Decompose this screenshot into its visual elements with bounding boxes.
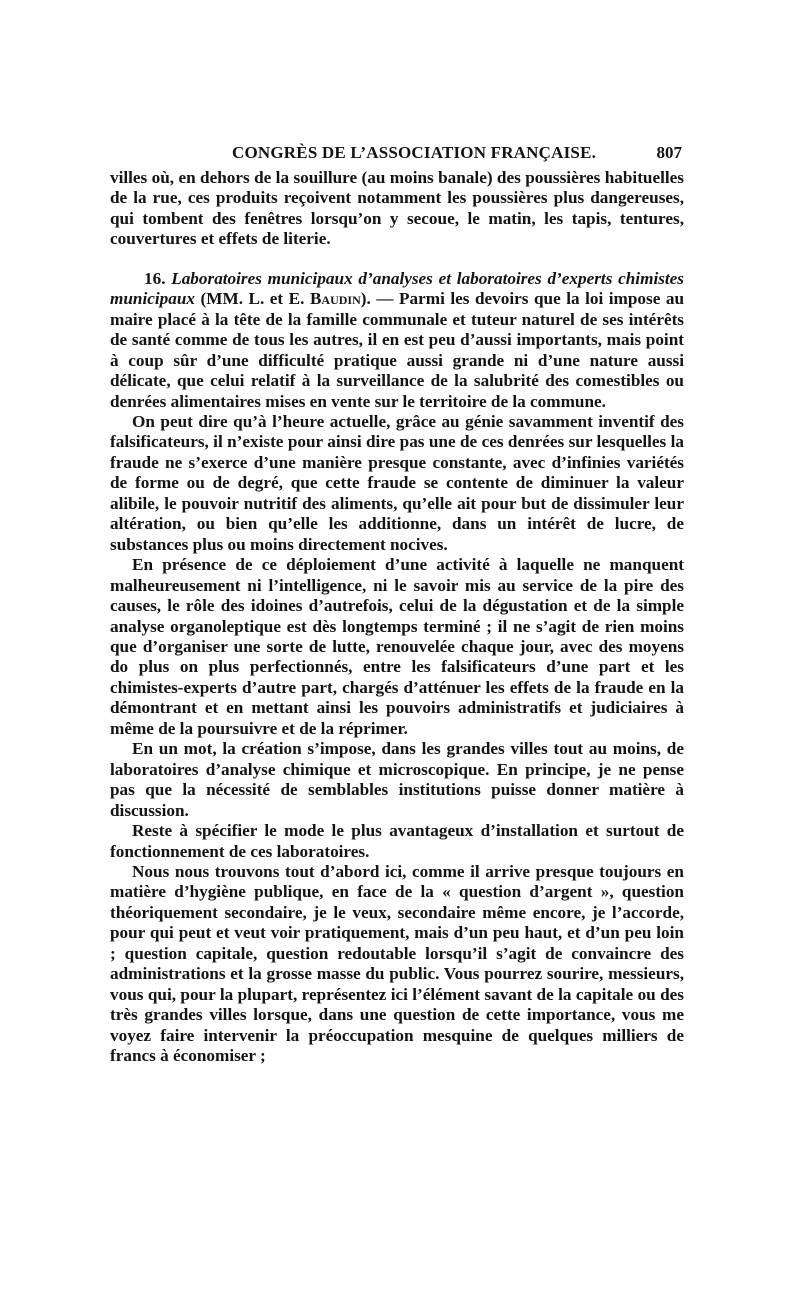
paragraph-continuation: villes où, en dehors de la souillure (au moins banale) des poussières habituelles de la rue, ces produits reçoivent notamment les poussières plus dangereuses, qui tombent des fenêtres lorsqu’on y secoue, le matin, les tapis, tentures, couvertures et effets de literie.: [110, 168, 684, 249]
paragraph: On peut dire qu’à l’heure actuelle, grâce au génie savamment inventif des falsificateurs, il n’existe pour ainsi dire pas une de ces denrées sur lesquelles la fraude ne s’exerce d’une manière presque constante, avec d’infinies variétés de forme ou de degré, que cette fraude se contente de diminuer la valeur alibile, le pouvoir nutritif des aliments, qu’elle ait pour but de dissimuler leur altération, ou bien qu’elle les additionne, dans un intérêt de lucre, de substances plus ou moins directement nocives.: [110, 411, 684, 554]
paragraph: En un mot, la création s’impose, dans les grandes villes tout au moins, de laboratoires d’analyse chimique et microscopique. En principe, je ne pense pas que la nécessité de semblables institutions puisse donner matière à discussion.: [110, 739, 684, 820]
section-authors-close: ).: [360, 289, 371, 309]
paragraph: Reste à spécifier le mode le plus avantageux d’installation et surtout de fonctionnement de ces laboratoires.: [110, 821, 684, 861]
section-authors-open: (MM. L. et E.: [200, 289, 310, 309]
section-body: — Parmi les devoirs que la loi impose au maire placé à la tête de la famille communale et tuteur naturel de ses intérêts de santé comme de tous les autres, il en est peu d’aussi importants, mais point à coup sûr d’une difficulté pratique aussi grande ni d’une nature aussi délicate, que celui relatif à la surveillance de la salubrité des comestibles ou denrées alimentaires mises en vente sur le territoire de la commune.: [110, 289, 685, 411]
section-number: 16.: [144, 268, 166, 288]
running-title: CONGRÈS DE L’ASSOCIATION FRANÇAISE.: [232, 143, 597, 162]
section-author-name: Baudin: [309, 289, 361, 309]
paragraph: En présence de ce déploiement d’une activité à laquelle ne manquent malheureusement ni l’intelligence, ni le savoir mis au service de la pire des causes, le rôle des idoines d’autrefois, celui de la dégustation et de la simple analyse organoleptique est dès longtemps terminé ; il ne s’agit de rien moins que d’organiser une sorte de lutte, renouvelée chaque jour, avec des moyens do plus on plus perfectionnés, entre les falsificateurs d’une part et les chimistes-experts d’autre part, chargés d’atténuer les effets de la fraude en la démontrant et en mettant ainsi les pouvoirs administratifs et judiciaires à même de la poursuivre et de la réprimer.: [110, 555, 684, 738]
paragraph: Nous nous trouvons tout d’abord ici, comme il arrive presque toujours en matière d’hygiène publique, en face de la « question d’argent », question théoriquement secondaire, je le veux, secondaire même encore, je l’accorde, pour qui peut et veut voir pratiquement, mais d’un peu haut, et d’un peu loin ; question capitale, question redoutable lorsqu’il s’agit de convaincre des administrations et la grosse masse du public. Vous pourrez sourire, messieurs, vous qui, pour la plupart, représentez ici l’élément savant de la capitale ou des très grandes villes lorsque, dans une question de cette importance, vous me voyez faire intervenir la préoccupation mesquine de quelques milliers de francs à économiser ;: [110, 861, 684, 1066]
page-number: 807: [656, 143, 682, 162]
running-header: [110, 143, 682, 167]
section-title: Laboratoires municipaux d’analyses et laboratoires d’experts chimistes municipaux: [110, 268, 684, 309]
section-16-paragraph: [110, 269, 684, 412]
body-text: [110, 168, 684, 1066]
